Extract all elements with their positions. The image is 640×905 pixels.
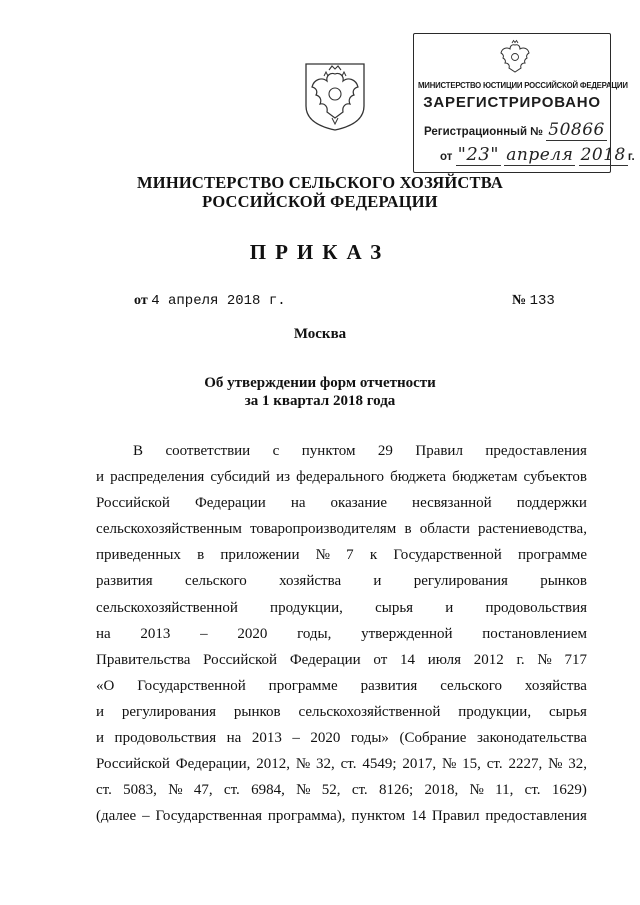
order-number: [512, 293, 555, 309]
document-title-line-2: за 1 квартал 2018 года: [244, 393, 396, 409]
word: ст.: [223, 782, 240, 799]
word: пунктом: [301, 443, 356, 459]
word: законодательства: [476, 730, 587, 747]
order-number-value: 133: [529, 293, 555, 309]
word: Государственной: [137, 677, 246, 694]
word: Федерации: [194, 495, 266, 512]
word: регулирования: [413, 573, 508, 590]
word: развития: [360, 677, 418, 694]
order-date-value: 4 апреля 2018 г.: [151, 293, 286, 309]
word: утвержденной: [361, 625, 453, 642]
word: программе: [518, 547, 587, 564]
word: 14: [399, 651, 415, 668]
word: –: [200, 625, 208, 642]
word: бюджетам: [452, 469, 518, 486]
word: 29: [377, 443, 393, 459]
word: 2020: [310, 730, 341, 747]
word: от: [373, 651, 388, 668]
word: №: [469, 782, 484, 799]
word: сельскохозяйственной: [298, 703, 441, 720]
word: 2018,: [424, 782, 459, 799]
stamp-registered-label: ЗАРЕГИСТРИРОВАНО: [423, 94, 601, 111]
text-line: [96, 673, 587, 699]
stamp-date-line: [440, 144, 635, 165]
word: Правительства: [96, 651, 191, 668]
word: поддержки: [516, 495, 587, 512]
stamp-date-prefix: от: [440, 151, 453, 163]
word: и: [445, 599, 454, 616]
stamp-date-suffix: г.: [627, 151, 635, 163]
word: 7: [346, 547, 354, 564]
word: сельскохозяйственным: [96, 521, 242, 538]
text-line: [96, 647, 587, 673]
word: Государственной: [393, 547, 502, 564]
word: продукции,: [270, 599, 343, 616]
word: Российской: [96, 756, 170, 773]
registration-stamp: [413, 33, 635, 173]
word: 2013: [251, 730, 282, 747]
order-date: [134, 293, 286, 309]
word: 32,: [316, 756, 335, 773]
stamp-date-year: 2018: [580, 145, 626, 165]
ministry-name-line-1: МИНИСТЕРСТВО СЕЛЬСКОГО ХОЗЯЙСТВА: [137, 173, 503, 192]
word: на: [96, 625, 111, 642]
stamp-emblem-icon: [498, 39, 532, 77]
word: к: [369, 547, 378, 564]
word: области: [419, 521, 470, 538]
word: 4549;: [362, 756, 397, 773]
word: федерального: [296, 469, 385, 486]
word: соответствии: [165, 443, 251, 459]
word: (далее: [96, 808, 137, 825]
order-date-label: от: [134, 293, 148, 308]
word: сельского: [184, 573, 247, 590]
word: г.: [516, 651, 525, 668]
word: 2017,: [402, 756, 437, 773]
word: распределения: [110, 469, 205, 486]
word: и: [96, 469, 105, 486]
word: постановлением: [482, 625, 587, 642]
word: программе: [268, 677, 338, 694]
word: –: [292, 730, 300, 747]
word: приведенных: [96, 547, 181, 564]
word: сырья: [548, 703, 587, 720]
word: –: [142, 808, 150, 825]
word: 1629): [551, 782, 587, 799]
word: предоставления: [485, 443, 587, 459]
word: растениеводства,: [478, 521, 587, 538]
word: 14: [411, 808, 427, 825]
word: 2012: [473, 651, 504, 668]
word: развития: [96, 573, 153, 590]
document-title: [140, 374, 500, 410]
word: №: [295, 756, 311, 773]
city: Москва: [293, 326, 347, 342]
stamp-reg-label: Регистрационный №: [424, 126, 544, 138]
word: №: [537, 651, 552, 668]
word: программа),: [267, 808, 346, 825]
word: на: [226, 730, 242, 747]
word: 2020: [237, 625, 268, 642]
word: продукции,: [458, 703, 532, 720]
word: ст.: [524, 782, 541, 799]
word: продовольствия: [485, 599, 587, 616]
document-title-line-1: Об утверждении форм отчетности: [204, 375, 436, 391]
word: субъектов: [523, 469, 587, 486]
word: сельского: [440, 677, 502, 694]
stamp-date-month: апреля: [506, 145, 574, 165]
stamp-date-day: "23": [457, 144, 500, 165]
text-line: [96, 516, 587, 542]
word: несвязанной: [412, 495, 492, 512]
word: 52,: [321, 782, 341, 799]
word: 2012,: [256, 756, 290, 773]
word: сельскохозяйственной: [96, 599, 238, 616]
word: субсидий: [210, 469, 271, 486]
word: оказание: [330, 495, 388, 512]
text-line: [96, 699, 587, 725]
text-line: [96, 438, 587, 464]
word: и: [373, 573, 382, 590]
word: и: [96, 703, 105, 720]
word: годы»: [350, 730, 389, 747]
word: рынков: [233, 703, 281, 720]
word: продовольствия: [114, 730, 217, 747]
word: ст.: [96, 782, 112, 799]
word: ст.: [351, 782, 368, 799]
stamp-ministry-name: МИНИСТЕРСТВО ЮСТИЦИИ РОССИЙСКОЙ ФЕДЕРАЦИИ: [418, 81, 628, 90]
word: 32,: [568, 756, 587, 773]
word: 8126;: [378, 782, 414, 799]
word: приложении: [220, 547, 300, 564]
word: №: [441, 756, 457, 773]
word: 15,: [462, 756, 481, 773]
word: 47,: [193, 782, 213, 799]
word: рынков: [540, 573, 587, 590]
word: бюджета: [390, 469, 447, 486]
word: №: [548, 756, 563, 773]
word: годы,: [297, 625, 332, 642]
word: Российской: [203, 651, 278, 668]
text-line: [96, 490, 587, 516]
word: 11,: [495, 782, 514, 799]
word: и: [96, 730, 105, 747]
ministry-name-line-2: РОССИЙСКОЙ ФЕДЕРАЦИИ: [202, 192, 438, 211]
word: 2013: [140, 625, 171, 642]
coat-of-arms-icon: [302, 60, 368, 132]
stamp-registration-line: [424, 120, 607, 140]
word: хозяйства: [279, 573, 342, 590]
word: 5083,: [123, 782, 157, 799]
document-type: ПРИКАЗ: [249, 240, 391, 264]
text-line: [96, 751, 587, 777]
text-line: [96, 595, 587, 621]
body-text: [96, 438, 587, 829]
word: 2227,: [508, 756, 543, 773]
word: пунктом: [351, 808, 406, 825]
word: 6984,: [251, 782, 285, 799]
word: с: [272, 443, 280, 459]
word: «О: [96, 677, 115, 694]
word: №: [296, 782, 311, 799]
word: сырья: [375, 599, 414, 616]
text-line: [96, 621, 587, 647]
text-line: [96, 568, 587, 594]
text-line: [96, 725, 587, 751]
text-line: [96, 542, 587, 568]
word: в: [197, 547, 205, 564]
word: ст.: [340, 756, 357, 773]
word: товаропроизводителям: [250, 521, 397, 538]
text-line: [96, 464, 587, 490]
word: ст.: [486, 756, 503, 773]
word: 717: [564, 651, 587, 668]
stamp-reg-number: 50866: [548, 120, 605, 140]
word: В: [133, 443, 144, 459]
word: хозяйства: [524, 677, 587, 694]
word: (Собрание: [399, 730, 467, 747]
word: июля: [427, 651, 461, 668]
ministry-name: [100, 173, 540, 211]
word: №: [315, 547, 330, 564]
word: регулирования: [121, 703, 217, 720]
word: Российской: [96, 495, 170, 512]
word: Правил: [415, 443, 463, 459]
word: Федерации,: [175, 756, 251, 773]
order-number-label: №: [512, 293, 527, 308]
text-line: [96, 777, 587, 803]
word: на: [290, 495, 306, 512]
text-line: [96, 803, 587, 829]
word: Правил: [431, 808, 480, 825]
word: в: [404, 521, 412, 538]
word: №: [168, 782, 183, 799]
word: Государственная: [155, 808, 263, 825]
word: Федерации: [289, 651, 361, 668]
word: из: [276, 469, 291, 486]
word: предоставления: [485, 808, 587, 825]
